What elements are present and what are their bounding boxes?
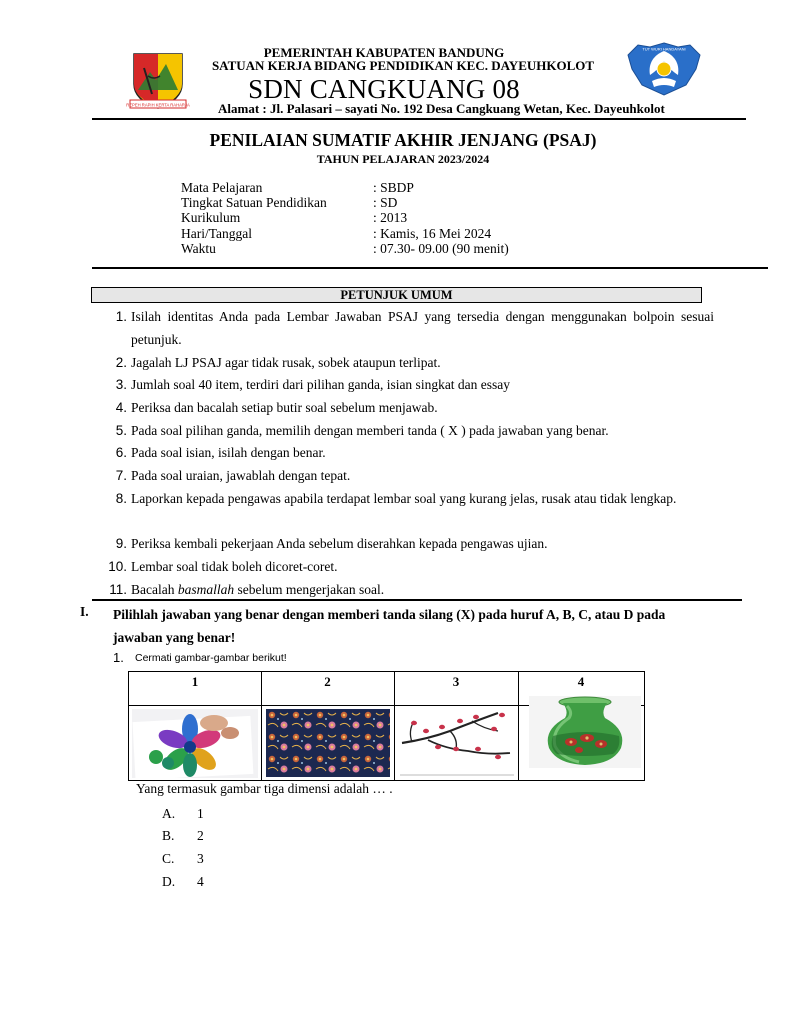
info-value: : SD — [373, 195, 398, 210]
list-text-before: Bacalah — [131, 582, 178, 597]
list-text — [131, 578, 714, 601]
list-number: 11. — [109, 582, 127, 597]
list-text: Periksa kembali pekerjaan Anda sebelum diserahkan kepada pengawas ujian. — [131, 536, 548, 551]
list-number: 2. — [115, 355, 127, 370]
list-number: 1. — [115, 309, 127, 324]
list-number: 7. — [115, 468, 127, 483]
list-text: Laporkan kepada pengawas apabila terdapat lembar soal yang kurang jelas, rusak atau tidak lengkap. — [131, 491, 677, 506]
svg-text:REPEH RAPIH KERTA RAHARJA: REPEH RAPIH KERTA RAHARJA — [126, 102, 190, 108]
image-table — [128, 671, 645, 781]
info-label: Mata Pelajaran — [181, 180, 263, 195]
list-number: 3. — [115, 377, 127, 392]
kop-government-line: PEMERINTAH KABUPATEN BANDUNG — [263, 45, 505, 60]
option-letter: A. — [162, 806, 176, 821]
exam-title: PENILAIAN SUMATIF AKHIR JENJANG (PSAJ) — [209, 130, 597, 150]
info-value: : SBDP — [373, 180, 414, 195]
svg-text:TUT WURI HANDAYANI: TUT WURI HANDAYANI — [642, 46, 686, 52]
list-text-italic: basmallah — [177, 582, 235, 597]
list-number: 4. — [115, 400, 127, 415]
school-name: SDN CANGKUANG 08 — [248, 74, 520, 104]
list-text: Pada soal pilihan ganda, memilih dengan memberi tanda ( X ) pada jawaban yang benar. — [131, 423, 609, 438]
school-address: Alamat : Jl. Palasari – sayati No. 192 Desa Cangkuang Wetan, Kec. Dayeuhkolot — [218, 101, 665, 116]
list-text: Pada soal uraian, jawablah dengan tepat. — [131, 468, 351, 483]
option-value: 4 — [197, 874, 204, 889]
question-number: 1. — [113, 650, 124, 665]
list-text: Lembar soal tidak boleh dicoret-coret. — [131, 559, 338, 574]
kop-divider — [92, 118, 746, 120]
kop-department-line: SATUAN KERJA BIDANG PENDIDIKAN KEC. DAYEUHKOLOT — [211, 58, 595, 73]
petunjuk-title: PETUNJUK UMUM — [91, 287, 702, 303]
section-instruction: Pilihlah jawaban yang benar dengan memberi tanda silang (X) pada huruf A, B, C, atau D pada jawaban yang benar! — [113, 607, 666, 645]
batik-pattern-image — [266, 709, 390, 777]
question-prompt: Cermati gambar-gambar berikut! — [135, 652, 287, 664]
list-text: Periksa dan bacalah setiap butir soal sebelum menjawab. — [131, 400, 438, 415]
info-label: Hari/Tanggal — [181, 226, 253, 241]
table-header-cell: 4 — [577, 674, 585, 689]
list-text: Jumlah soal 40 item, terdiri dari pilihan ganda, isian singkat dan essay — [131, 377, 511, 392]
list-text: Pada soal isian, isilah dengan benar. — [131, 445, 326, 460]
option-letter: B. — [162, 828, 175, 843]
info-label: Kurikulum — [181, 210, 241, 225]
info-label: Waktu — [181, 241, 216, 256]
info-value: : 2013 — [373, 210, 408, 225]
option-value: 1 — [197, 806, 204, 821]
green-vase-image — [529, 696, 641, 768]
question-stem: Yang termasuk gambar tiga dimensi adalah … . — [136, 781, 393, 796]
table-header-cell: 1 — [191, 674, 199, 689]
info-value: : Kamis, 16 Mei 2024 — [373, 226, 492, 241]
table-header-cell: 3 — [452, 674, 460, 689]
option-value: 3 — [197, 851, 204, 866]
list-number: 6. — [115, 445, 127, 460]
list-text: Jagalah LJ PSAJ agar tidak rusak, sobek ataupun terlipat. — [131, 355, 441, 370]
option-letter: D. — [162, 874, 176, 889]
option-value: 2 — [197, 828, 204, 843]
list-number: 10. — [108, 559, 127, 574]
painted-flower-image — [132, 709, 258, 778]
section-number: I. — [80, 604, 89, 619]
list-text-after: sebelum mengerjakan soal. — [234, 582, 385, 597]
list-number: 9. — [115, 536, 127, 551]
info-value: : 07.30- 09.00 (90 menit) — [373, 241, 509, 256]
section-divider — [92, 599, 742, 601]
table-header-cell: 2 — [324, 674, 331, 689]
info-divider — [92, 267, 768, 269]
option-letter: C. — [162, 851, 175, 866]
list-number: 8. — [115, 491, 127, 506]
list-text: Isilah identitas Anda pada Lembar Jawaban PSAJ yang tersedia dengan menggunakan bolpoin sesuai petunjuk. — [131, 309, 714, 347]
info-label: Tingkat Satuan Pendidikan — [181, 195, 327, 210]
list-number: 5. — [115, 423, 127, 438]
exam-year: TAHUN PELAJARAN 2023/2024 — [316, 152, 490, 166]
twig-drawing-image — [398, 709, 516, 778]
